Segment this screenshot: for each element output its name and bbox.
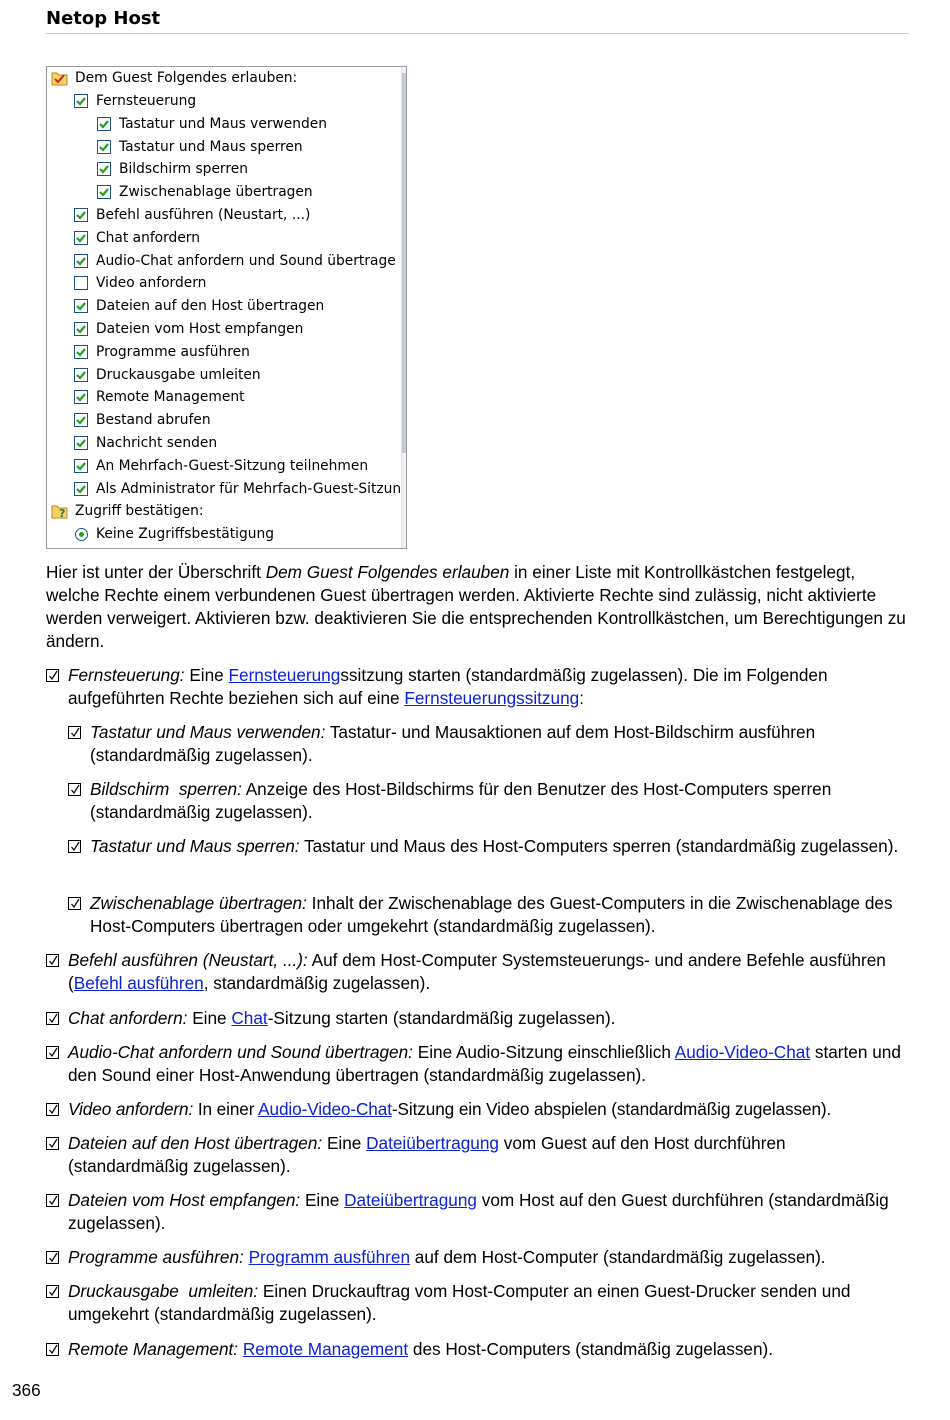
permissions-tree	[46, 66, 407, 549]
item-text: starten und den Sound einer Host-Anwendung übertragen (standardmäßig zugelassen).	[68, 1042, 901, 1085]
checkbox-checked-icon[interactable]	[74, 208, 88, 222]
checkbox-icon	[46, 954, 59, 967]
tree-item[interactable]	[74, 386, 245, 408]
list-item-chat	[46, 1007, 906, 1030]
list-item-tastatur-sperren	[68, 835, 906, 858]
tree-scrollbar[interactable]	[401, 67, 406, 548]
item-term: Bildschirm sperren:	[90, 779, 242, 799]
tree-item-label: Chat anfordern	[96, 229, 200, 246]
checkbox-icon	[68, 726, 81, 739]
item-term: Dateien auf den Host übertragen:	[68, 1133, 323, 1153]
item-text: des Host-Computers (standmäßig zugelassen).	[408, 1339, 774, 1359]
checkbox-checked-icon[interactable]	[74, 254, 88, 268]
item-text: Einen Druckauftrag vom Host-Computer an einen Guest-Drucker senden und umgekehrt (standardmäßig zugelassen).	[68, 1281, 851, 1324]
link-dateiuebertragung[interactable]: Dateiübertragung	[366, 1133, 499, 1153]
tree-item-label: Remote Management	[96, 389, 245, 406]
checkbox-checked-icon[interactable]	[74, 459, 88, 473]
tree-scroll-thumb[interactable]	[402, 73, 406, 453]
checkbox-checked-icon[interactable]	[97, 117, 111, 131]
list-item-programme	[46, 1246, 906, 1269]
checkbox-checked-icon[interactable]	[97, 162, 111, 176]
list-item-audio	[46, 1041, 906, 1087]
tree-item[interactable]	[74, 341, 250, 363]
item-term: Befehl ausführen (Neustart, ...):	[68, 950, 308, 970]
tree-item-label: Zwischenablage übertragen	[119, 184, 313, 201]
item-text: In einer	[193, 1099, 259, 1119]
list-item-druckausgabe	[46, 1280, 906, 1326]
intro-text-1: Hier ist unter der Überschrift	[46, 562, 266, 582]
intro-text-2: in einer Liste mit Kontrollkästchen festgelegt, welche Rechte einem verbundenen Guest übertragen werden. Aktivierte Rechte sind zulässig, nicht aktivierte werden verweigert. Aktivieren bzw. deaktivieren Sie die entsprechenden Kontrollkästchen, um Berechtigungen zu ändern.	[46, 562, 906, 651]
tree-item-label: Video anfordern	[96, 275, 207, 292]
checkbox-checked-icon[interactable]	[74, 231, 88, 245]
item-term: Chat anfordern:	[68, 1008, 188, 1028]
link-dateiuebertragung-2[interactable]: Dateiübertragung	[344, 1190, 477, 1210]
checkbox-icon	[46, 1194, 59, 1207]
checkbox-checked-icon[interactable]	[97, 185, 111, 199]
tree-item-label: Tastatur und Maus sperren	[119, 138, 303, 155]
tree-item[interactable]	[74, 204, 310, 226]
tree-item[interactable]	[74, 432, 217, 454]
item-term: Dateien vom Host empfangen:	[68, 1190, 301, 1210]
tree-item[interactable]	[97, 113, 327, 135]
checkbox-icon	[68, 783, 81, 796]
checkbox-checked-icon[interactable]	[74, 94, 88, 108]
list-item-befehl	[46, 949, 906, 995]
tree-item[interactable]	[97, 158, 248, 180]
list-item-dateien-vom-host	[46, 1189, 906, 1235]
tree-item-label: Bestand abrufen	[96, 412, 211, 429]
item-text: Auf dem Host-Computer Systemsteuerungs- und andere Befehle ausführen (	[68, 950, 886, 993]
item-text: vom Guest auf den Host durchführen (standardmäßig zugelassen).	[68, 1133, 786, 1176]
checkbox-checked-icon[interactable]	[74, 322, 88, 336]
tree-radio-label: Keine Zugriffsbestätigung	[96, 526, 274, 542]
item-text: vom Host auf den Guest durchführen (standardmäßig zugelassen).	[68, 1190, 889, 1233]
tree-item-label: Befehl ausführen (Neustart, ...)	[96, 207, 311, 223]
item-text: ssitzung starten (standardmäßig zugelassen). Die im Folgenden aufgeführten Rechte beziehen sich auf eine	[68, 665, 828, 708]
tree-item-label: Als Administrator für Mehrfach-Guest-Sitzun	[96, 480, 402, 497]
checkbox-checked-icon[interactable]	[74, 390, 88, 404]
tree-group-confirm-label: Zugriff bestätigen:	[75, 503, 204, 519]
tree-item[interactable]	[74, 364, 261, 386]
item-text: Eine	[300, 1190, 345, 1210]
tree-item[interactable]	[74, 227, 200, 249]
link-befehl-ausfuehren[interactable]: Befehl ausführen	[73, 973, 204, 993]
checkbox-icon	[46, 1103, 59, 1116]
item-term: Audio-Chat anfordern und Sound übertragen:	[68, 1042, 413, 1062]
tree-group-allow-label: Dem Guest Folgendes erlauben:	[75, 70, 298, 86]
checkbox-checked-icon[interactable]	[74, 436, 88, 450]
tree-group-allow[interactable]	[51, 67, 297, 89]
link-programm-ausfuehren[interactable]: Programm ausführen	[248, 1247, 411, 1267]
checkbox-icon	[46, 1251, 59, 1264]
tree-item-label: Audio-Chat anfordern und Sound übertrage	[96, 252, 396, 269]
checkbox-checked-icon[interactable]	[74, 413, 88, 427]
tree-item[interactable]	[97, 136, 303, 158]
link-audio-video-chat-2[interactable]: Audio-Video-Chat	[258, 1099, 392, 1119]
link-fernsteuerungssitzung[interactable]: Fernsteuerungssitzung	[404, 688, 580, 708]
item-text: Tastatur und Maus des Host-Computers sperren (standardmäßig zugelassen).	[299, 836, 899, 856]
link-audio-video-chat[interactable]: Audio-Video-Chat	[674, 1042, 811, 1062]
tree-item-label: Programme ausführen	[96, 343, 250, 360]
item-term: Zwischenablage übertragen:	[90, 893, 307, 913]
checkbox-icon	[46, 1137, 59, 1150]
checkbox-checked-icon[interactable]	[74, 345, 88, 359]
header-divider	[46, 33, 909, 34]
checkbox-icon	[46, 1012, 59, 1025]
item-text: -Sitzung starten (standardmäßig zugelassen).	[267, 1008, 616, 1028]
tree-item-label: Druckausgabe umleiten	[96, 366, 261, 383]
item-text: Anzeige des Host-Bildschirms für den Benutzer des Host-Computers sperren (standardmäßig zugelassen).	[90, 779, 832, 822]
checkbox-icon	[68, 840, 81, 853]
item-text: Inhalt der Zwischenablage des Guest-Computers in die Zwischenablage des Host-Computers übertragen oder umgekehrt (standardmäßig zugelassen).	[90, 893, 893, 936]
checkbox-checked-icon[interactable]	[74, 299, 88, 313]
item-text: Eine	[187, 1008, 232, 1028]
tree-item-label: Dateien vom Host empfangen	[96, 321, 304, 337]
checkbox-unchecked-icon[interactable]	[74, 276, 88, 290]
checkbox-icon	[46, 669, 59, 682]
item-term: Fernsteuerung:	[68, 665, 185, 685]
list-item-remote-management	[46, 1338, 906, 1361]
svg-text:?: ?	[59, 507, 66, 519]
link-fernsteuerung[interactable]: Fernsteuerung	[228, 665, 341, 685]
link-chat[interactable]: Chat	[231, 1008, 268, 1028]
page-number: 366	[12, 1380, 41, 1400]
item-text: Eine Audio-Sitzung einschließlich	[412, 1042, 675, 1062]
folder-question-icon	[51, 503, 69, 519]
item-term: Tastatur und Maus sperren:	[90, 836, 300, 856]
intro-paragraph	[46, 561, 906, 653]
checkbox-icon	[46, 1343, 59, 1356]
checkbox-icon	[46, 1046, 59, 1059]
tree-item[interactable]	[74, 90, 196, 112]
folder-check-icon	[51, 70, 69, 86]
item-term: Remote Management:	[68, 1339, 239, 1359]
item-text: -Sitzung ein Video abspielen (standardmäßig zugelassen).	[391, 1099, 832, 1119]
tree-item[interactable]	[74, 318, 303, 340]
page-header-title: Netop Host	[46, 8, 161, 29]
checkbox-checked-icon[interactable]	[74, 482, 88, 496]
item-text: Eine	[322, 1133, 367, 1153]
list-item-dateien-auf-host	[46, 1132, 906, 1178]
tree-item[interactable]	[74, 295, 324, 317]
radio-selected-icon[interactable]	[75, 528, 88, 541]
tree-item[interactable]	[74, 250, 396, 272]
item-term: Tastatur und Maus verwenden:	[90, 722, 326, 742]
list-item-zwischenablage	[68, 892, 906, 938]
item-term: Druckausgabe umleiten:	[68, 1281, 259, 1301]
tree-item-label: An Mehrfach-Guest-Sitzung teilnehmen	[96, 457, 369, 474]
tree-item[interactable]	[74, 455, 368, 477]
tree-item[interactable]	[74, 409, 211, 431]
checkbox-checked-icon[interactable]	[97, 140, 111, 154]
tree-item-label: Bildschirm sperren	[119, 161, 248, 178]
item-text: Tastatur- und Mausaktionen auf dem Host-Bildschirm ausführen (standardmäßig zugelassen).	[90, 722, 816, 765]
tree-item[interactable]	[74, 478, 401, 500]
item-text: :	[579, 688, 584, 708]
list-item-tastatur-verwenden	[68, 721, 906, 767]
item-text: Eine	[184, 665, 229, 685]
item-text: auf dem Host-Computer (standardmäßig zugelassen).	[410, 1247, 826, 1267]
item-term: Video anfordern:	[68, 1099, 194, 1119]
tree-item-label: Nachricht senden	[96, 435, 218, 451]
tree-item[interactable]	[74, 272, 206, 294]
link-remote-management[interactable]: Remote Management	[242, 1339, 409, 1359]
list-item-bildschirm-sperren	[68, 778, 906, 824]
tree-item-label: Tastatur und Maus verwenden	[119, 115, 328, 132]
item-term: Programme ausführen:	[68, 1247, 244, 1267]
list-item-fernsteuerung	[46, 664, 906, 710]
item-text: , standardmäßig zugelassen).	[203, 973, 431, 993]
checkbox-icon	[68, 897, 81, 910]
intro-term: Dem Guest Folgendes erlauben	[265, 562, 510, 582]
checkbox-checked-icon[interactable]	[74, 368, 88, 382]
tree-item-label: Dateien auf den Host übertragen	[96, 298, 325, 315]
list-item-video	[46, 1098, 916, 1121]
tree-group-confirm[interactable]	[51, 500, 204, 522]
tree-item[interactable]	[97, 181, 313, 203]
checkbox-icon	[46, 1285, 59, 1298]
tree-item-label: Fernsteuerung	[96, 93, 197, 109]
tree-radio-no-confirmation[interactable]	[75, 523, 274, 545]
